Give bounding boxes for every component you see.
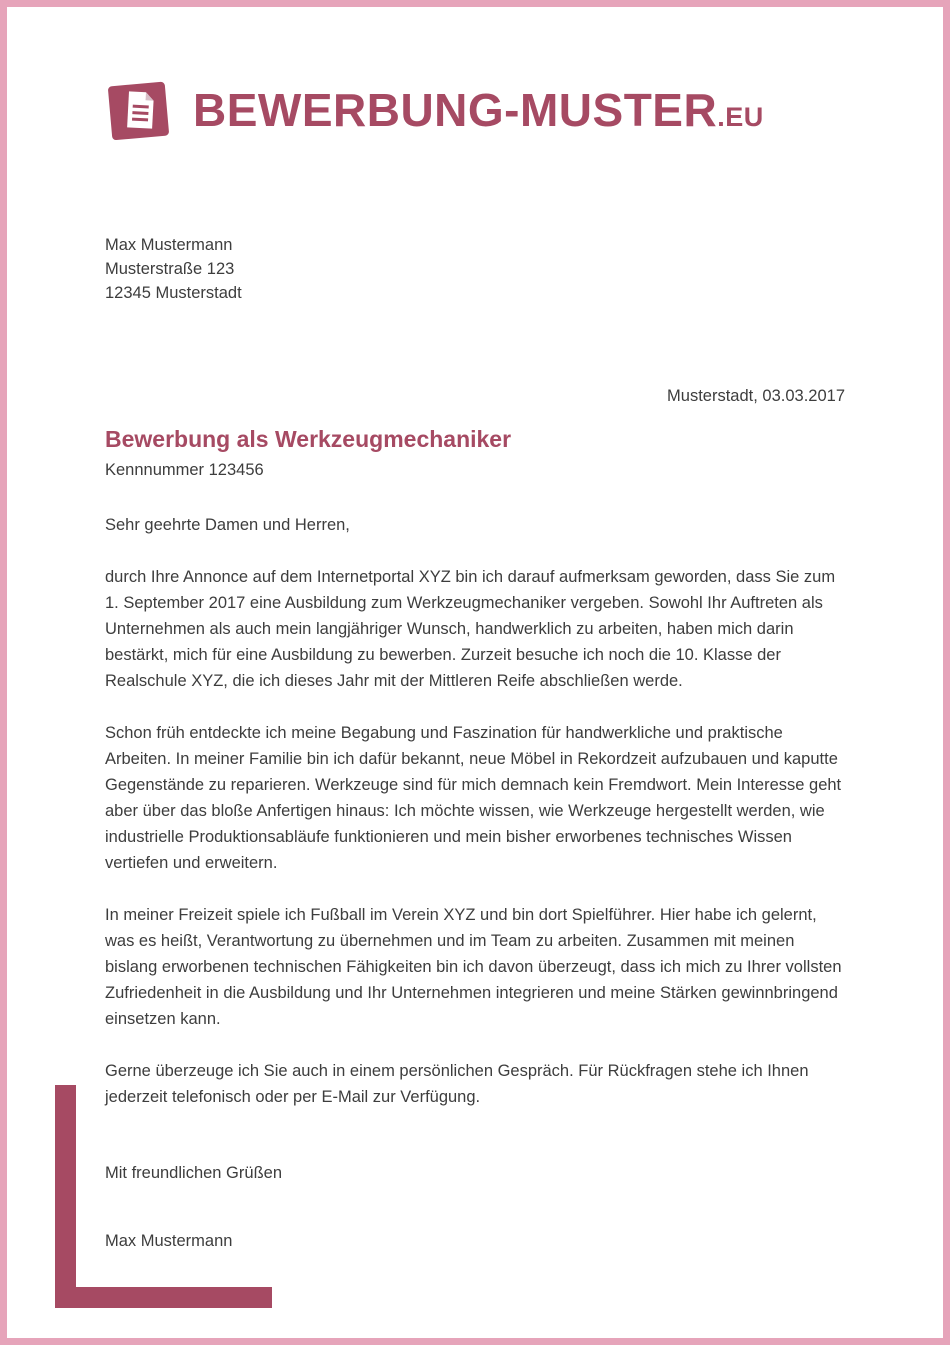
body-paragraph-4: Gerne überzeuge ich Sie auch in einem persönlichen Gespräch. Für Rückfragen stehe ich Ihnen jederzeit telefonisch oder per E-Mail zur Verfügung.	[105, 1061, 809, 1106]
letter-content	[105, 75, 845, 1254]
signature-name: Max Mustermann	[105, 1231, 233, 1250]
decorative-corner-shape	[55, 1085, 272, 1308]
sender-name: Max Mustermann	[105, 236, 233, 254]
body-paragraph-2: Schon früh entdeckte ich meine Begabung und Faszination für handwerkliche und praktische Arbeiten. In meiner Familie bin ich dafür bekannt, neue Möbel in Rekordzeit aufzubauen und kaputte Gegenstände zu reparieren. Werkzeuge sind für mich demnach kein Fremdwort. Mein Interesse geht aber über das bloße Anfertigen hinaus: Ich möchte wissen, wie Werkzeuge hergestellt werden, wie industrielle Produktionsabläufe funktionieren und mein bisher erworbenes technisches Wissen vertiefen und erweitern.	[105, 723, 842, 872]
brand-logo	[105, 75, 845, 145]
date-line: Musterstadt, 03.03.2017	[667, 387, 845, 405]
reference-number: Kennnummer 123456	[105, 460, 264, 479]
document-icon	[105, 75, 175, 145]
brand-suffix: .EU	[717, 102, 764, 132]
closing-line: Mit freundlichen Grüßen	[105, 1163, 282, 1182]
brand-wordmark	[193, 84, 764, 136]
sender-city: 12345 Musterstadt	[105, 284, 242, 302]
subject-line: Bewerbung als Werkzeugmechaniker	[105, 426, 512, 452]
sender-street: Musterstraße 123	[105, 260, 235, 278]
body-paragraph-1: durch Ihre Annonce auf dem Internetportal XYZ bin ich darauf aufmerksam geworden, dass Sie zum 1. September 2017 eine Ausbildung zum Werkzeugmechaniker vergeben. Sowohl Ihr Auftreten als Unternehmen als auch mein langjähriger Wunsch, handwerklich zu arbeiten, haben mich darin bestärkt, mich für eine Ausbildung zu bewerben. Zurzeit besuche ich noch die 10. Klasse der Realschule XYZ, die ich dieses Jahr mit der Mittleren Reife abschließen werde.	[105, 567, 836, 690]
salutation: Sehr geehrte Damen und Herren,	[105, 515, 350, 534]
sender-address-block	[105, 233, 845, 305]
body-paragraph-3: In meiner Freizeit spiele ich Fußball im Verein XYZ und bin dort Spielführer. Hier habe ich gelernt, was es heißt, Verantwortung zu übernehmen und im Team zu arbeiten. Zusammen mit meinen bislang erworbenen technischen Fähigkeiten bin ich davon überzeugt, dass ich mich zu Ihrer vollsten Zufriedenheit in die Ausbildung und Ihr Unternehmen integrieren und meine Stärken gewinnbringend einsetzen kann.	[105, 905, 842, 1028]
brand-name: BEWERBUNG-MUSTER	[193, 84, 718, 136]
